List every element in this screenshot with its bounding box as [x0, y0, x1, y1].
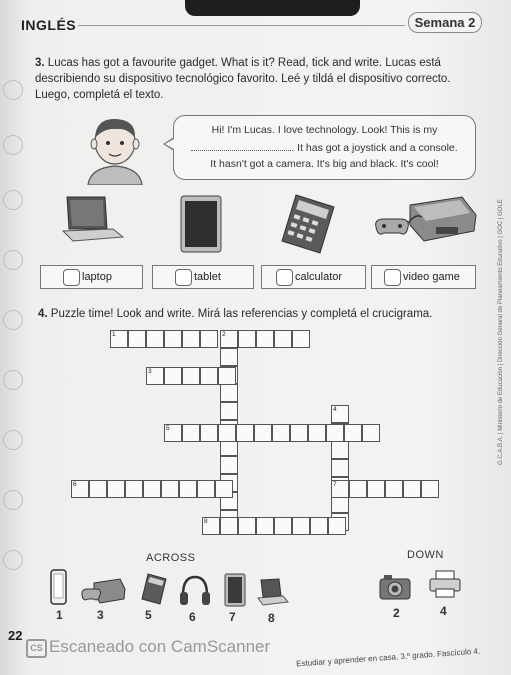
across-number-5: 5 — [145, 608, 152, 622]
crossword-cell[interactable] — [385, 480, 403, 498]
answer-blank[interactable] — [191, 141, 291, 151]
subject-title: INGLÉS — [21, 17, 77, 33]
calculator-checkbox[interactable] — [276, 269, 293, 286]
down-heading: DOWN — [407, 549, 444, 561]
crossword-cell[interactable] — [236, 424, 254, 442]
bubble-line-1: Hi! I'm Lucas. I love technology. Look! This is my — [211, 124, 438, 136]
crossword-cell[interactable] — [331, 441, 349, 459]
crossword-cell[interactable] — [290, 424, 308, 442]
option-laptop[interactable] — [40, 265, 143, 289]
question-3-text: Lucas has got a favourite gadget. What is it? Read, tick and write. Lucas está describiendo su dispositivo tecnológico favorito. Leé y tildá el dispositivo correcto. Luego, completá el texto. — [35, 57, 451, 101]
crossword-cell[interactable] — [274, 330, 292, 348]
game-console-icon — [80, 575, 126, 607]
crossword-cell[interactable] — [256, 330, 274, 348]
calculator-icon — [140, 573, 168, 605]
crossword-cell[interactable] — [421, 480, 439, 498]
scan-shadow — [185, 0, 360, 16]
crossword-cell[interactable] — [220, 402, 238, 420]
crossword-cell[interactable] — [200, 367, 218, 385]
crossword-cell[interactable] — [89, 480, 107, 498]
week-badge: Semana 2 — [408, 12, 482, 33]
clue-number: 8 — [204, 518, 208, 525]
option-video-game[interactable] — [371, 265, 476, 289]
crossword-cell[interactable] — [220, 348, 238, 366]
crossword-cell[interactable] — [362, 424, 380, 442]
crossword-cell[interactable] — [161, 480, 179, 498]
across-number-6: 6 — [189, 610, 196, 624]
option-laptop-label: laptop — [82, 271, 112, 283]
crossword-cell[interactable] — [164, 330, 182, 348]
question-4-number: 4. — [38, 308, 48, 320]
question-4 — [38, 306, 478, 322]
laptop-picture — [57, 193, 127, 248]
crossword-cell[interactable] — [326, 424, 344, 442]
option-video-game-label: video game — [403, 271, 460, 283]
bubble-line-3: It hasn't got a camera. It's big and black. It's cool! — [210, 158, 439, 170]
crossword-cell[interactable] — [164, 367, 182, 385]
clue-number: 4 — [333, 406, 337, 413]
crossword-cell[interactable] — [182, 367, 200, 385]
video-game-picture — [370, 193, 480, 253]
crossword-cell[interactable] — [143, 480, 161, 498]
phone-icon — [49, 569, 69, 607]
across-number-3: 3 — [97, 608, 104, 622]
vertical-credit: G.C.A.B.A. | Ministerio de Educación | Dirección General de Planeamiento Educativo | GOC | GOLE — [498, 199, 504, 465]
crossword-cell[interactable] — [200, 424, 218, 442]
footer-note: Estudiar y aprender en casa. 3.º grado. Fascículo 4. — [295, 646, 481, 669]
camera-icon — [378, 573, 412, 601]
camscanner-logo-icon: CS — [26, 639, 47, 658]
crossword-cell[interactable] — [218, 367, 236, 385]
option-calculator-label: calculator — [295, 271, 343, 283]
header-rule — [78, 25, 405, 26]
bubble-tail-inner — [165, 139, 174, 149]
crossword-cell[interactable] — [107, 480, 125, 498]
clue-number: 6 — [73, 481, 77, 488]
crossword-cell[interactable] — [292, 330, 310, 348]
crossword-cell[interactable] — [220, 456, 238, 474]
crossword-cell[interactable] — [272, 424, 290, 442]
option-tablet[interactable] — [152, 265, 254, 289]
crossword-cell[interactable] — [197, 480, 215, 498]
down-number-4: 4 — [440, 604, 447, 618]
option-calculator[interactable] — [261, 265, 366, 289]
crossword-cell[interactable] — [220, 384, 238, 402]
crossword-cell[interactable] — [146, 330, 164, 348]
option-tablet-label: tablet — [194, 271, 221, 283]
crossword-cell[interactable] — [274, 517, 292, 535]
crossword-cell[interactable] — [200, 330, 218, 348]
calculator-picture — [278, 193, 338, 255]
speech-bubble — [173, 115, 476, 180]
question-3 — [35, 55, 475, 103]
across-number-1: 1 — [56, 608, 63, 622]
video-game-checkbox[interactable] — [384, 269, 401, 286]
crossword-cell[interactable] — [292, 517, 310, 535]
clue-number: 3 — [148, 368, 152, 375]
bubble-line-2 — [174, 141, 475, 154]
clue-number: 2 — [222, 331, 226, 338]
crossword-cell[interactable] — [256, 517, 274, 535]
clue-number: 7 — [333, 481, 337, 488]
across-number-7: 7 — [229, 610, 236, 624]
crossword-cell[interactable] — [344, 424, 362, 442]
crossword-cell[interactable] — [238, 517, 256, 535]
tablet-picture — [180, 195, 222, 255]
crossword-cell[interactable] — [182, 330, 200, 348]
clue-number: 5 — [166, 425, 170, 432]
crossword-cell[interactable] — [308, 424, 326, 442]
crossword-cell[interactable] — [125, 480, 143, 498]
tablet-icon — [224, 573, 246, 607]
crossword-cell[interactable] — [310, 517, 328, 535]
crossword-cell[interactable] — [179, 480, 197, 498]
crossword-cell[interactable] — [331, 459, 349, 477]
across-number-8: 8 — [268, 611, 275, 625]
question-4-text: Puzzle time! Look and write. Mirá las referencias y completá el crucigrama. — [50, 308, 433, 320]
laptop-icon — [255, 578, 289, 606]
question-3-number: 3. — [35, 57, 45, 69]
bubble-line-2-text: . It has got a joystick and a console. — [291, 142, 458, 154]
clue-number: 1 — [112, 331, 116, 338]
crossword-cell[interactable] — [238, 330, 256, 348]
boy-illustration — [80, 110, 150, 185]
crossword-cell[interactable] — [254, 424, 272, 442]
crossword-cell[interactable] — [218, 424, 236, 442]
laptop-checkbox[interactable] — [63, 269, 80, 286]
crossword-cell[interactable] — [128, 330, 146, 348]
down-number-2: 2 — [393, 606, 400, 620]
left-margin-decoration — [0, 40, 26, 640]
camscanner-watermark: Escaneado con CamScanner — [49, 637, 271, 656]
across-heading: ACROSS — [146, 552, 196, 564]
crossword-cell[interactable] — [215, 480, 233, 498]
printer-icon — [428, 569, 462, 599]
crossword-cell[interactable] — [403, 480, 421, 498]
crossword-cell[interactable] — [349, 480, 367, 498]
crossword-cell[interactable] — [328, 517, 346, 535]
tablet-checkbox[interactable] — [175, 269, 192, 286]
headphones-icon — [178, 573, 212, 607]
crossword-cell[interactable] — [220, 517, 238, 535]
page-number: 22 — [8, 628, 23, 643]
crossword-cell[interactable] — [367, 480, 385, 498]
crossword-cell[interactable] — [182, 424, 200, 442]
